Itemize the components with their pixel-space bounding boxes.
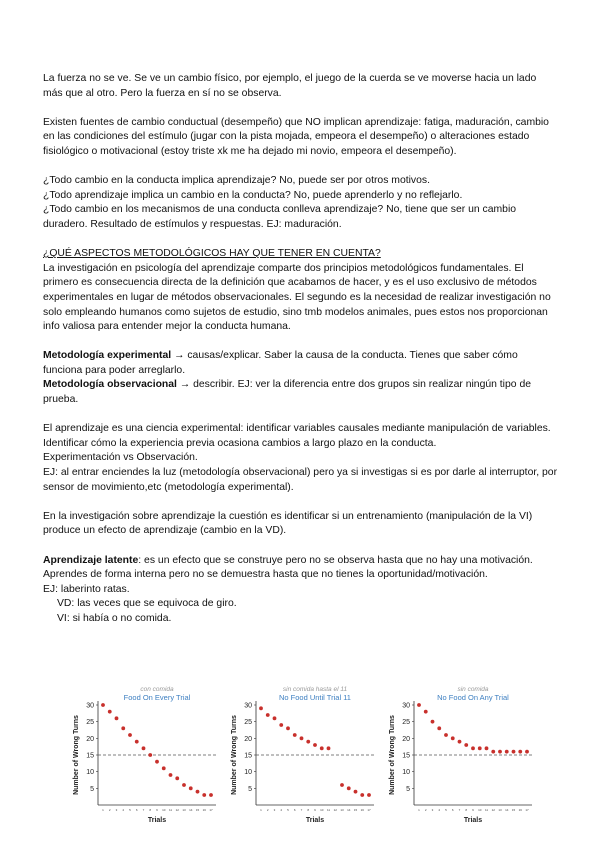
x-tick-label: 12 xyxy=(491,808,495,812)
x-tick-label: 3 xyxy=(431,808,434,812)
chart-title: Food On Every Trial xyxy=(123,693,191,702)
handwritten-note: sin comida hasta el 11 xyxy=(282,686,348,693)
paragraph-ej-luz: EJ: al entrar enciendes la luz (metodología observacional) pero ya si investigas si es por darle al interruptor, por sensor de movimiento,etc (metodología experimental). xyxy=(43,467,558,493)
y-tick-label: 10 xyxy=(402,769,410,777)
data-point xyxy=(142,746,146,750)
document-body xyxy=(43,72,558,627)
data-point xyxy=(266,713,270,717)
term-observacional: Metodología observacional xyxy=(43,379,177,391)
data-point xyxy=(347,786,351,790)
data-point xyxy=(458,740,462,744)
data-point xyxy=(108,710,112,714)
y-tick-label: 20 xyxy=(86,735,94,743)
x-tick-label: 2 xyxy=(424,808,427,812)
y-tick-label: 15 xyxy=(402,752,410,760)
y-tick-label: 15 xyxy=(244,752,252,760)
x-tick-label: 17 xyxy=(525,808,529,812)
paragraph-vd: VD: las veces que se equivoca de giro. xyxy=(57,598,237,610)
paragraph-metodologia-experimental: Metodología experimental → causas/explicar. Saber la causa de la conducta. Tienes que saber cómo funciona para poder arreglarlo. xyxy=(43,350,518,376)
y-tick-label: 25 xyxy=(86,719,94,727)
data-point xyxy=(189,786,193,790)
data-point xyxy=(464,743,468,747)
data-point xyxy=(273,716,277,720)
x-tick-label: 9 xyxy=(156,808,158,812)
y-tick-label: 10 xyxy=(86,769,94,777)
x-tick-label: 1 xyxy=(418,808,420,812)
x-tick-label: 12 xyxy=(175,808,179,812)
paragraph-fuentes-cambio: Existen fuentes de cambio conductual (desempeño) que NO implican aprendizaje: fatiga, maduración, cambio en las condiciones del estímulo (jugar con la pista mojada, empeora el desempeño) o alteraciones estado fisiológico o motivacional (estoy triste xk me ha dejado mi novio, empeora el desempeño). xyxy=(43,116,549,157)
paragraph-experiencia-previa: Identificar cómo la experiencia previa ocasiona cambios a largo plazo en la conducta. xyxy=(43,437,437,449)
data-point xyxy=(451,736,455,740)
y-tick-label: 15 xyxy=(86,752,94,760)
x-tick-label: 15 xyxy=(195,808,200,812)
y-tick-label: 25 xyxy=(244,719,252,727)
x-tick-label: 17 xyxy=(209,808,213,812)
x-tick-label: 11 xyxy=(484,808,489,812)
data-point xyxy=(175,776,179,780)
data-point xyxy=(101,703,105,707)
y-tick-label: 5 xyxy=(406,785,410,793)
x-tick-label: 11 xyxy=(326,808,331,812)
data-point xyxy=(182,783,186,787)
y-tick-label: 5 xyxy=(90,785,94,793)
data-point xyxy=(259,706,263,710)
data-point xyxy=(162,766,166,770)
data-point xyxy=(169,773,173,777)
x-tick-label: 5 xyxy=(287,808,289,812)
paragraph-vi: VI: si había o no comida. xyxy=(57,612,172,624)
question-1: ¿Todo cambio en la conducta implica aprendizaje? No, puede ser por otros motivos. xyxy=(43,175,430,187)
data-point xyxy=(286,726,290,730)
term-latente: Aprendizaje latente xyxy=(43,554,139,566)
data-point xyxy=(367,793,371,797)
y-tick-label: 20 xyxy=(402,735,410,743)
data-point xyxy=(478,746,482,750)
x-tick-label: 4 xyxy=(122,808,125,812)
y-axis-label: Number of Wrong Turns xyxy=(73,715,80,795)
term-experimental: Metodología experimental xyxy=(43,350,172,362)
x-tick-label: 2 xyxy=(266,808,269,812)
paragraph-fuerza: La fuerza no se ve. Se ve un cambio físico, por ejemplo, el juego de la cuerda se ve moverse hacia un lado más que al otro. Pero la fuerza en sí no se observa. xyxy=(43,73,537,99)
chart-no-food-until-11 xyxy=(226,683,376,833)
x-tick-label: 17 xyxy=(367,808,371,812)
chart-food-every-trial xyxy=(68,683,218,833)
x-tick-label: 15 xyxy=(511,808,516,812)
data-point xyxy=(417,703,421,707)
x-tick-label: 10 xyxy=(478,808,482,812)
x-tick-label: 7 xyxy=(458,808,461,812)
data-point xyxy=(505,750,509,754)
data-point xyxy=(313,743,317,747)
data-point xyxy=(202,793,206,797)
chart-no-food-any-trial xyxy=(384,683,534,833)
x-tick-label: 1 xyxy=(102,808,104,812)
x-tick-label: 3 xyxy=(273,808,276,812)
handwritten-note: con comida xyxy=(140,686,174,693)
paragraph-ej-ratas: EJ: laberinto ratas. xyxy=(43,583,130,595)
y-tick-label: 30 xyxy=(402,702,410,710)
question-3: ¿Todo cambio en los mecanismos de una conducta conlleva aprendizaje? No, tiene que ser un cambio duradero. Resultado de estímulos y respuestas. EJ: maduración. xyxy=(43,204,517,230)
x-axis-label: Trials xyxy=(305,817,325,824)
y-axis-label: Number of Wrong Turns xyxy=(231,715,238,795)
data-point xyxy=(128,733,132,737)
x-tick-label: 13 xyxy=(182,808,186,812)
data-point xyxy=(327,746,331,750)
paragraph-cuestion: En la investigación sobre aprendizaje la cuestión es identificar si un entrenamiento (manipulación de la VI) produce un efecto de aprendizaje (cambio en la VD). xyxy=(43,510,533,537)
x-tick-label: 4 xyxy=(280,808,283,812)
x-tick-label: 2 xyxy=(108,808,111,812)
paragraph-investigacion: La investigación en psicología del aprendizaje comparte dos principios metodológicos fundamentales. El primero es consecuencia directa de la definición que acabamos de hacer, y es el uso exclusivo de métodos experimentales en lugar de métodos observacionales. El segundo es la necesidad de realizar investigación no solo empleando humanos como sujetos de estudio, sino tmb modelos animales, pues estos nos proporcionan info valiosa para entender mejor la conducta humana. xyxy=(43,262,551,333)
x-tick-label: 8 xyxy=(465,808,468,812)
data-point xyxy=(121,726,125,730)
data-point xyxy=(293,733,297,737)
x-tick-label: 13 xyxy=(340,808,344,812)
x-tick-label: 7 xyxy=(300,808,303,812)
chart-svg-2 xyxy=(384,683,534,833)
chart-title: No Food Until Trial 11 xyxy=(279,693,351,702)
data-point xyxy=(279,723,283,727)
data-point xyxy=(300,736,304,740)
data-point xyxy=(512,750,516,754)
x-tick-label: 13 xyxy=(498,808,502,812)
data-point xyxy=(135,740,139,744)
data-point xyxy=(320,746,324,750)
y-tick-label: 5 xyxy=(248,785,252,793)
chart-title: No Food On Any Trial xyxy=(437,693,509,702)
x-tick-label: 9 xyxy=(314,808,316,812)
y-tick-label: 10 xyxy=(244,769,252,777)
x-tick-label: 11 xyxy=(168,808,173,812)
x-tick-label: 3 xyxy=(115,808,118,812)
x-tick-label: 10 xyxy=(162,808,166,812)
section-heading: ¿QUÉ ASPECTOS METODOLÓGICOS HAY QUE TENER EN CUENTA? xyxy=(43,248,381,260)
y-tick-label: 30 xyxy=(244,702,252,710)
y-axis-label: Number of Wrong Turns xyxy=(389,715,396,795)
x-tick-label: 6 xyxy=(451,808,454,812)
handwritten-note: sin comida xyxy=(457,686,489,693)
data-point xyxy=(340,783,344,787)
data-point xyxy=(354,790,358,794)
data-point xyxy=(209,793,213,797)
x-tick-label: 9 xyxy=(472,808,474,812)
data-point xyxy=(437,726,441,730)
data-point xyxy=(471,746,475,750)
x-tick-label: 5 xyxy=(445,808,447,812)
data-point xyxy=(306,740,310,744)
x-tick-label: 16 xyxy=(202,808,206,812)
x-tick-label: 14 xyxy=(347,808,351,812)
paragraph-metodologia-observacional: Metodología observacional → describir. EJ: ver la diferencia entre dos grupos sin realizar ningún tipo de prueba. xyxy=(43,379,531,406)
y-tick-label: 30 xyxy=(86,702,94,710)
data-point xyxy=(485,746,489,750)
paragraph-aprendizaje-latente: Aprendizaje latente: es un efecto que se construye pero no se observa hasta que no hay una motivación. Aprendes de forma interna pero no se demuestra hasta que no tienes la oportunidad/motivación. xyxy=(43,554,533,581)
x-tick-label: 15 xyxy=(353,808,358,812)
x-tick-label: 8 xyxy=(149,808,152,812)
question-2: ¿Todo aprendizaje implica un cambio en la conducta? No, puede aprenderlo y no reflejarlo. xyxy=(43,189,463,201)
x-tick-label: 14 xyxy=(505,808,509,812)
x-tick-label: 6 xyxy=(293,808,296,812)
data-point xyxy=(498,750,502,754)
data-point xyxy=(525,750,529,754)
data-point xyxy=(360,793,364,797)
data-point xyxy=(444,733,448,737)
x-tick-label: 4 xyxy=(438,808,441,812)
paragraph-exp-vs-obs: Experimentación vs Observación. xyxy=(43,452,198,464)
y-tick-label: 20 xyxy=(244,735,252,743)
data-point xyxy=(155,760,159,764)
x-tick-label: 16 xyxy=(518,808,522,812)
data-point xyxy=(491,750,495,754)
latent-learning-figures xyxy=(68,683,538,833)
x-axis-label: Trials xyxy=(147,817,167,824)
data-point xyxy=(518,750,522,754)
x-axis-label: Trials xyxy=(463,817,483,824)
x-tick-label: 12 xyxy=(333,808,337,812)
x-tick-label: 1 xyxy=(260,808,262,812)
y-tick-label: 25 xyxy=(402,719,410,727)
x-tick-label: 8 xyxy=(307,808,310,812)
data-point xyxy=(148,753,152,757)
data-point xyxy=(424,710,428,714)
x-tick-label: 10 xyxy=(320,808,324,812)
x-tick-label: 6 xyxy=(135,808,138,812)
x-tick-label: 16 xyxy=(360,808,364,812)
x-tick-label: 7 xyxy=(142,808,145,812)
data-point xyxy=(196,790,200,794)
chart-svg-0 xyxy=(68,683,218,833)
x-tick-label: 5 xyxy=(129,808,131,812)
x-tick-label: 14 xyxy=(189,808,193,812)
paragraph-ciencia-experimental: El aprendizaje es una ciencia experimental: identificar variables causales mediante manipulación de variables. xyxy=(43,423,551,435)
data-point xyxy=(115,716,119,720)
data-point xyxy=(431,720,435,724)
chart-svg-1 xyxy=(226,683,376,833)
